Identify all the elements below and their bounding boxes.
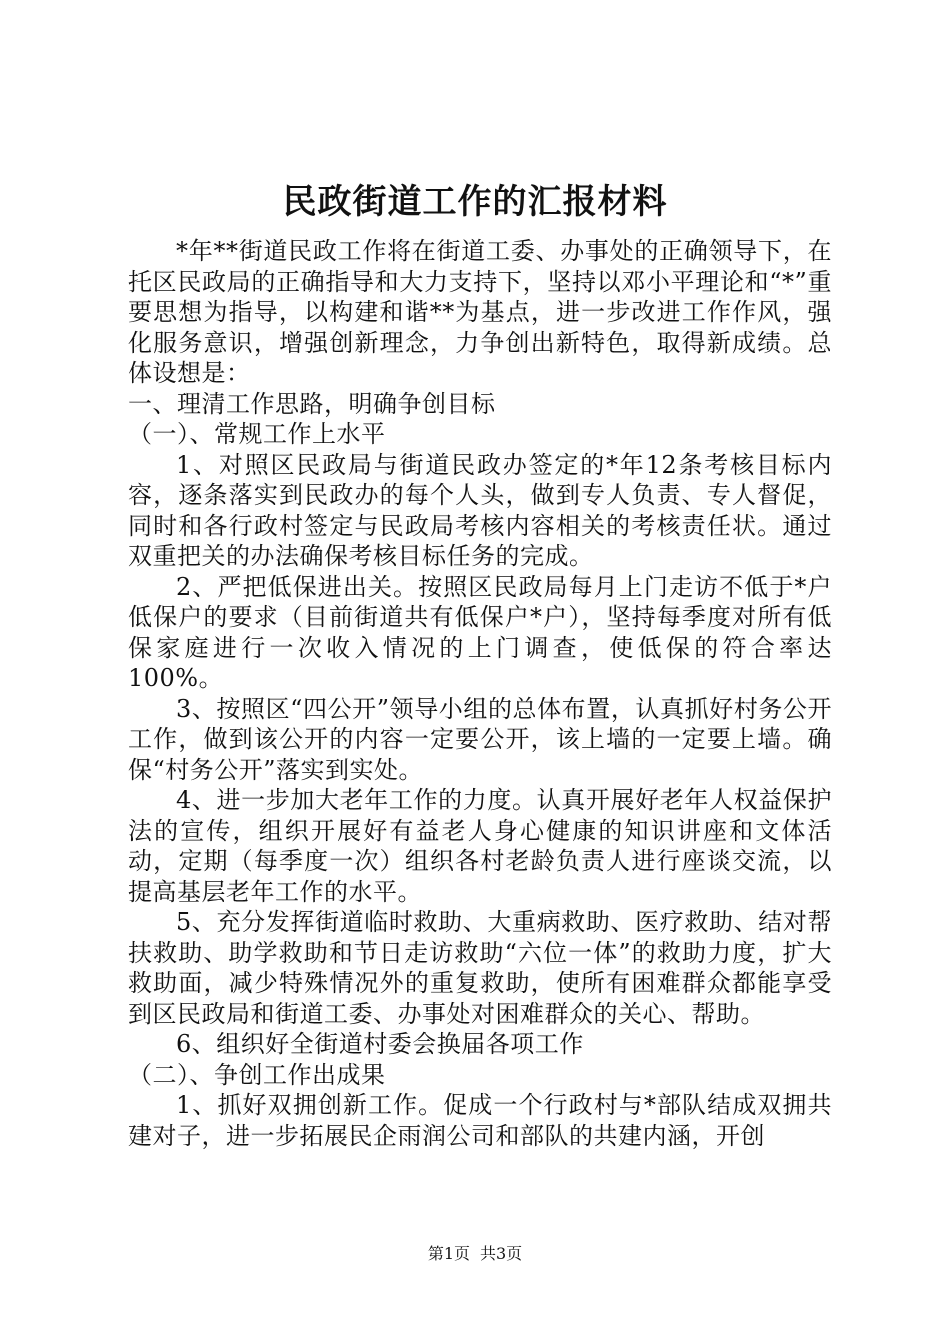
document-body: [128, 236, 832, 1151]
paragraph-item-4: 4、进一步加大老年工作的力度。认真开展好老年人权益保护法的宣传，组织开展好有益老人身心健康的知识讲座和文体活动，定期（每季度一次）组织各村老龄负责人进行座谈交流，以提高基层老年工作的水平。: [128, 786, 832, 906]
subsection-heading-2: （二）、争创工作出成果: [128, 1060, 386, 1089]
paragraph-item-1: 1、对照区民政局与街道民政办签定的*年12条考核目标内容，逐条落实到民政办的每个人头，做到专人负责、专人督促，同时和各行政村签定与民政局考核内容相关的考核责任状。通过双重把关的办法确保考核目标任务的完成。: [128, 450, 832, 570]
intro-paragraph: *年**街道民政工作将在街道工委、办事处的正确领导下，在托区民政局的正确指导和大力支持下，坚持以邓小平理论和“*”重要思想为指导，以构建和谐**为基点，进一步改进工作作风，强化服务意识，增强创新理念，力争创出新特色，取得新成绩。总体设想是：: [128, 237, 832, 387]
paragraph-item-5: 5、充分发挥街道临时救助、大重病救助、医疗救助、结对帮扶救助、助学救助和节日走访救助“六位一体”的救助力度，扩大救助面，减少特殊情况外的重复救助，使所有困难群众都能享受到区民政局和街道工委、办事处对困难群众的关心、帮助。: [128, 908, 832, 1028]
paragraph-item-3: 3、按照区“四公开”领导小组的总体布置，认真抓好村务公开工作，做到该公开的内容一定要公开，该上墙的一定要上墙。确保“村务公开”落实到实处。: [128, 694, 832, 784]
paragraph-item-2: 2、严把低保进出关。按照区民政局每月上门走访不低于*户低保户的要求（目前街道共有低保户*户），坚持每季度对所有低保家庭进行一次收入情况的上门调查，使低保的符合率达100%。: [128, 572, 832, 692]
page-total: 共3页: [480, 1244, 523, 1263]
paragraph-item-7: 1、抓好双拥创新工作。促成一个行政村与*部队结成双拥共建对子，进一步拓展民企雨润公司和部队的共建内涵，开创: [128, 1091, 832, 1150]
page-footer: [0, 1244, 950, 1264]
page-number: 第1页: [427, 1244, 470, 1263]
paragraph-item-6: 6、组织好全街道村委会换届各项工作: [176, 1030, 584, 1058]
section-heading-1: 一、理清工作思路，明确争创目标: [128, 389, 496, 418]
document-title: 民政街道工作的汇报材料: [282, 182, 668, 222]
subsection-heading-1: （一）、常规工作上水平: [128, 420, 386, 448]
